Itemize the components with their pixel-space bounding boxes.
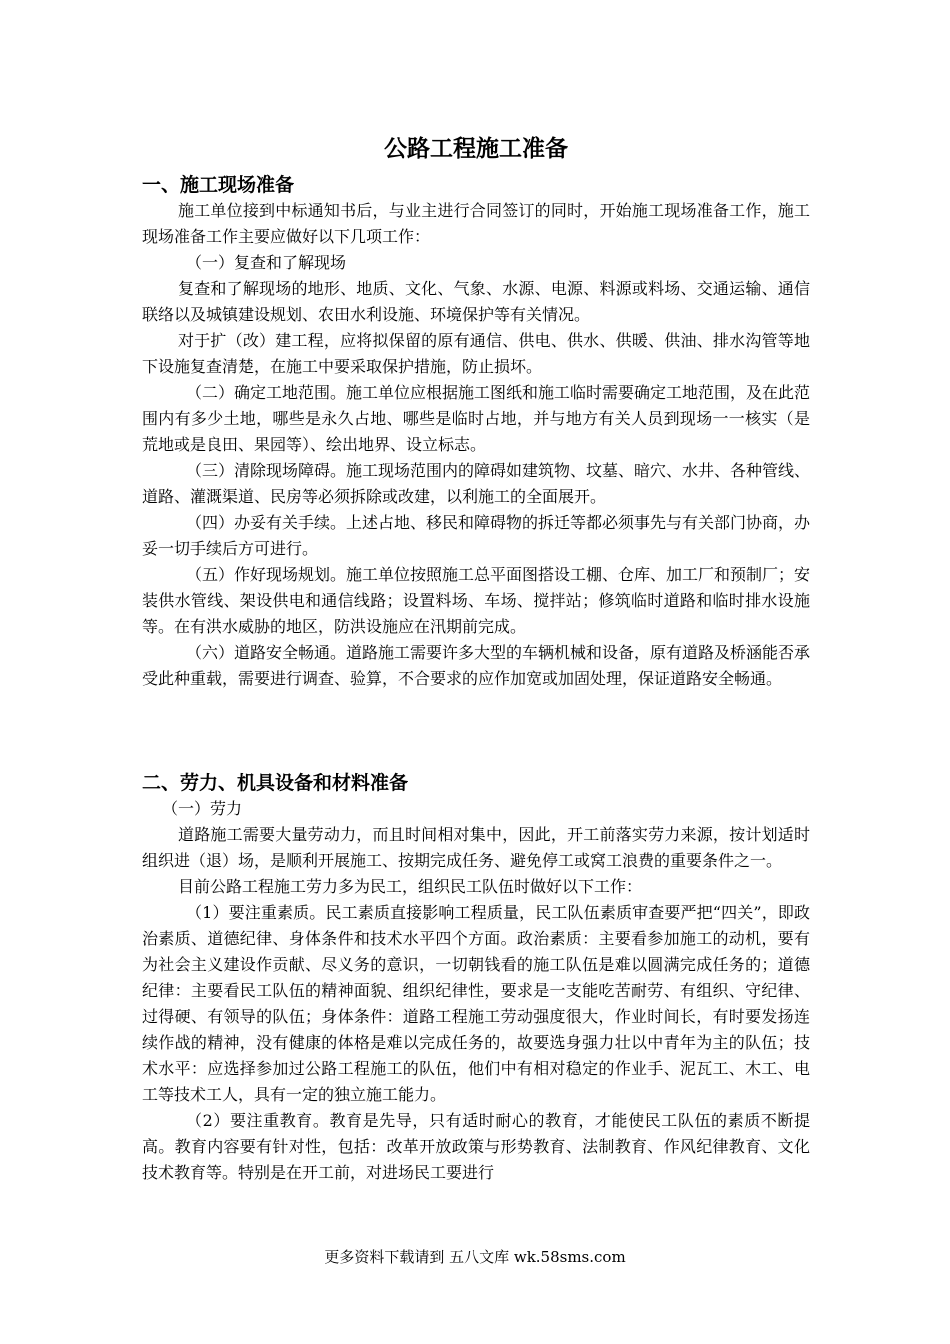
section-1 xyxy=(142,172,810,692)
paragraph: （四）办妥有关手续。上述占地、移民和障碍物的拆迁等都必须事先与有关部门协商，办妥一切手续后方可进行。 xyxy=(142,513,811,558)
paragraph: 施工单位接到中标通知书后，与业主进行合同签订的同时，开始施工现场准备工作，施工现场准备工作主要应做好以下几项工作： xyxy=(142,201,810,246)
section-heading: 一、施工现场准备 xyxy=(142,174,295,196)
paragraph: （六）道路安全畅通。道路施工需要许多大型的车辆机械和设备，原有道路及桥涵能否承受此种重载，需要进行调查、验算，不合要求的应作加宽或加固处理，保证道路安全畅通。 xyxy=(142,643,811,688)
section-2 xyxy=(142,770,810,1186)
paragraph: （二）确定工地范围。施工单位应根据施工图纸和施工临时需要确定工地范围，及在此范围内有多少土地，哪些是永久占地、哪些是临时占地，并与地方有关人员到现场一一核实（是荒地或是良田、果园等）、绘出地界、设立标志。 xyxy=(142,383,811,454)
paragraph: （2）要注重教育。教育是先导，只有适时耐心的教育，才能使民工队伍的素质不断提高。教育内容要有针对性，包括：改革开放政策与形势教育、法制教育、作风纪律教育、文化技术教育等。特别是在开工前，对进场民工要进行 xyxy=(142,1111,810,1182)
paragraph: 对于扩（改）建工程，应将拟保留的原有通信、供电、供水、供暖、供油、排水沟管等地下设施复查清楚，在施工中要采取保护措施，防止损坏。 xyxy=(142,331,810,376)
page-title: 公路工程施工准备 xyxy=(384,136,568,162)
paragraph: （1）要注重素质。民工素质直接影响工程质量，民工队伍素质审查要严把“四关”，即政治素质、道德纪律、身体条件和技术水平四个方面。政治素质：主要看参加施工的动机，要有为社会主义建设作贡献、尽义务的意识，一切朝钱看的施工队伍是难以圆满完成任务的；道德纪律：主要看民工队伍的精神面貌、组织纪律性，要求是一支能吃苦耐劳、有组织、守纪律、过得硬、有领导的队伍；身体条件：道路工程施工劳动强度很大，作业时间长，有时要发扬连续作战的精神，没有健康的体格是难以完成任务的，故要选身强力壮以中青年为主的队伍；技术水平：应选择参加过公路工程施工的队伍，他们中有相对稳定的作业手、泥瓦工、木工、电工等技术工人，具有一定的独立施工能力。 xyxy=(142,903,810,1104)
paragraph: （五）作好现场规划。施工单位按照施工总平面图搭设工棚、仓库、加工厂和预制厂；安装供水管线、架设供电和通信线路；设置料场、车场、搅拌站；修筑临时道路和临时排水设施等。在有洪水威胁的地区，防洪设施应在汛期前完成。 xyxy=(142,565,811,636)
subheading: （一）复查和了解现场 xyxy=(186,253,347,272)
subheading: （一）劳力 xyxy=(162,799,243,818)
footer-text: 更多资料下载请到 五八文库 wk.58sms.com xyxy=(324,1248,626,1266)
paragraph: 道路施工需要大量劳动力，而且时间相对集中，因此，开工前落实劳力来源，按计划适时组织进（退）场，是顺利开展施工、按期完成任务、避免停工或窝工浪费的重要条件之一。 xyxy=(142,825,810,870)
paragraph: 目前公路工程施工劳力多为民工，组织民工队伍时做好以下工作： xyxy=(178,877,643,896)
paragraph: 复查和了解现场的地形、地质、文化、气象、水源、电源、料源或料场、交通运输、通信联络以及城镇建设规划、农田水利设施、环境保护等有关情况。 xyxy=(142,279,810,324)
section-heading: 二、劳力、机具设备和材料准备 xyxy=(142,772,409,794)
paragraph: （三）清除现场障碍。施工现场范围内的障碍如建筑物、坟墓、暗穴、水井、各种管线、道路、灌溉渠道、民房等必须拆除或改建，以利施工的全面展开。 xyxy=(142,461,811,506)
